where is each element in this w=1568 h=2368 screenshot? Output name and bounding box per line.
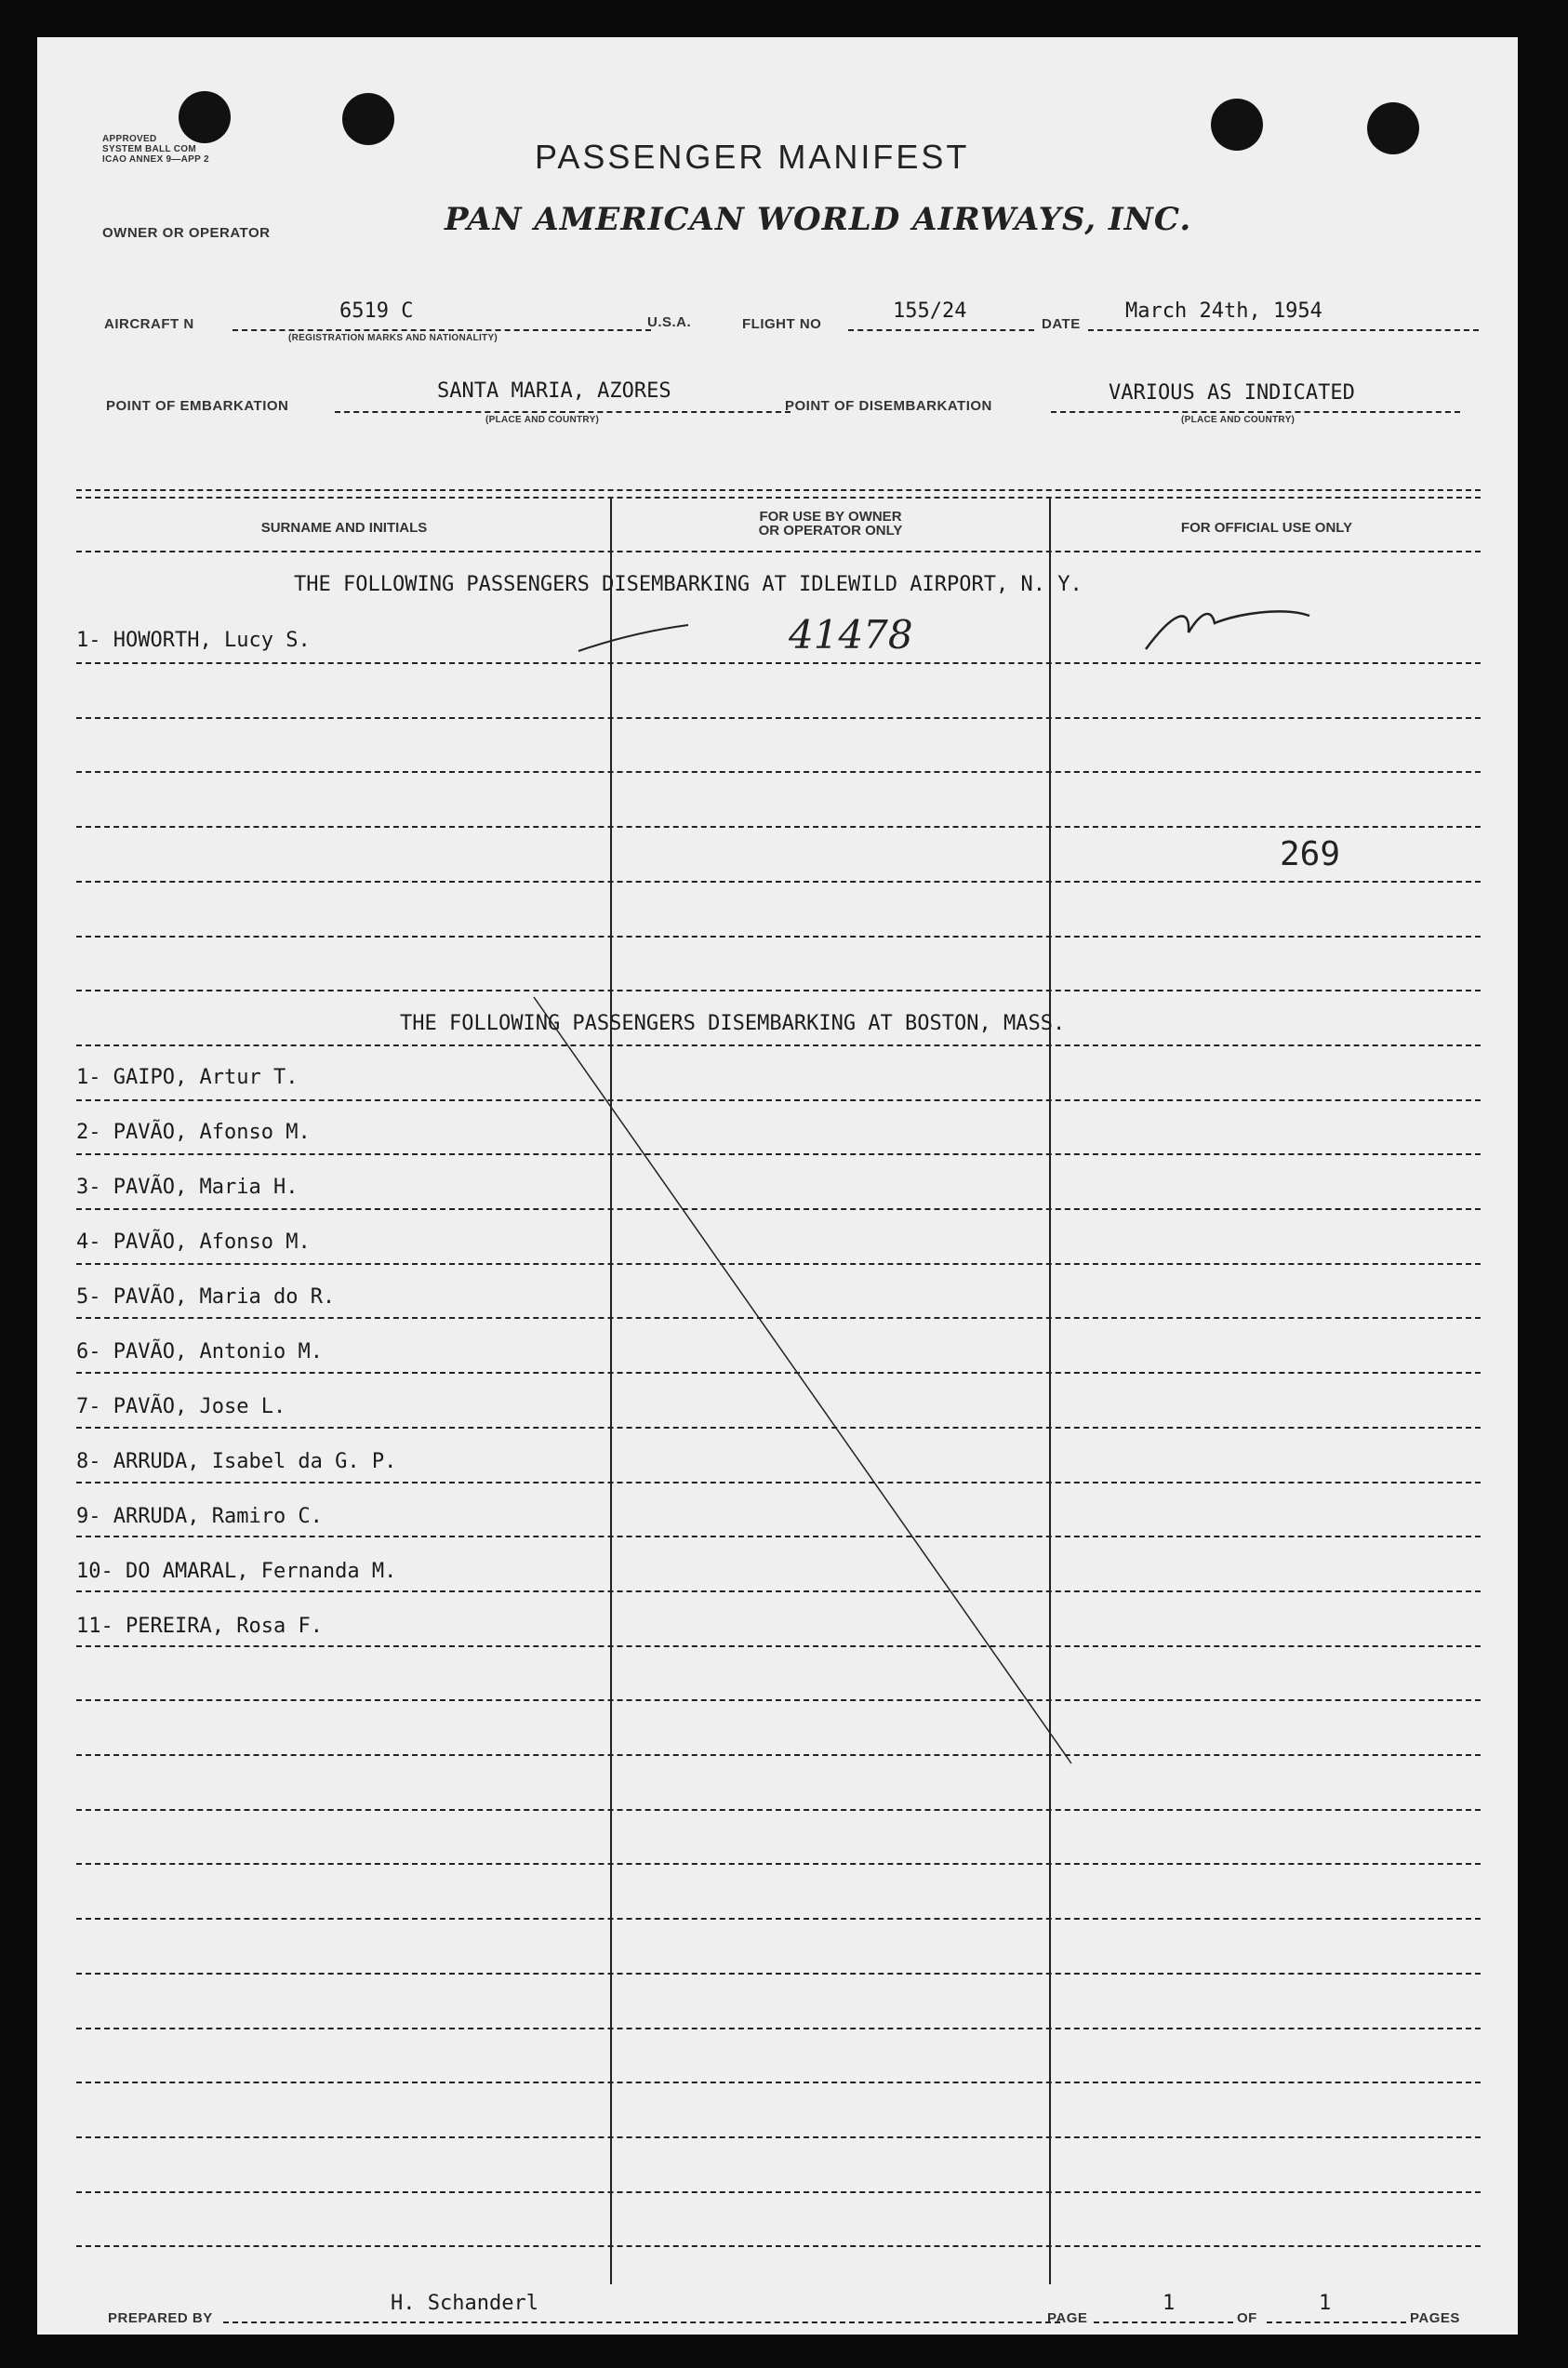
ruled-line [76,1427,1481,1429]
passenger-row [76,1340,323,1364]
ruled-line [76,1044,1481,1046]
of-line [1267,2321,1406,2323]
ruled-line [76,936,1481,938]
column-header-official: FOR OFFICIAL USE ONLY [1180,520,1353,536]
passenger-given: Jose L. [199,1395,286,1418]
page-label: PAGE [1047,2310,1088,2326]
approval-line: ICAO ANNEX 9—APP 2 [102,154,209,165]
ruled-line [76,826,1481,828]
passenger-given: Antonio M. [199,1340,323,1364]
ruled-line [76,1754,1481,1756]
passenger-number: 4- [76,1231,101,1254]
ruled-line [76,1699,1481,1701]
approval-line: APPROVED [102,134,157,144]
passenger-surname: PAVÃO, [113,1176,188,1199]
stamp-number: 269 [1280,835,1341,873]
passenger-given: Rosa F. [236,1615,323,1638]
manifest-page [37,37,1518,2335]
prepared-by-label: PREPARED BY [108,2310,213,2326]
ruled-line [76,1372,1481,1374]
passenger-number: 10- [76,1560,113,1583]
column-header-surname: SURNAME AND INITIALS [260,520,428,536]
passenger-row [76,1121,311,1144]
approval-line: SYSTEM BALL COM [102,144,196,154]
disembarkation-caption: (PLACE AND COUNTRY) [1181,415,1296,425]
aircraft-value: 6519 C [339,299,414,323]
ruled-line [76,771,1481,773]
passenger-number: 2- [76,1121,101,1144]
passenger-row [76,1560,396,1583]
section-heading-boston: THE FOLLOWING PASSENGERS DISEMBARKING AT BOSTON, MASS. [400,1012,1066,1035]
passenger-number: 1- [76,1066,101,1089]
ruled-line [76,717,1481,719]
ruled-line [76,1317,1481,1319]
date-label: DATE [1042,316,1081,332]
company-name: PAN AMERICAN WORLD AIRWAYS, INC. [445,201,1192,238]
passenger-surname: HOWORTH, [113,629,212,652]
passenger-surname: PEREIRA, [126,1615,224,1638]
passenger-number: 7- [76,1395,101,1418]
disembarkation-label: POINT OF DISEMBARKATION [785,398,992,414]
aircraft-caption: (REGISTRATION MARKS AND NATIONALITY) [288,333,498,343]
passenger-given: Lucy S. [223,629,311,652]
ruled-line [76,662,1481,664]
passenger-surname: ARRUDA, [113,1450,200,1473]
pages-label: PAGES [1410,2310,1460,2326]
passenger-number: 8- [76,1450,101,1473]
passenger-given: Artur T. [199,1066,299,1089]
passenger-surname: PAVÃO, [113,1121,188,1144]
passenger-row [76,1450,396,1473]
disembarkation-value: VARIOUS AS INDICATED [1109,381,1355,405]
ruled-line [76,2136,1481,2138]
ruled-line [76,1208,1481,1210]
prepared-by-value: H. Schanderl [391,2292,538,2315]
ruled-line [76,1863,1481,1865]
ruled-line [76,2028,1481,2029]
passenger-number: 1- [76,629,101,652]
passenger-number: 9- [76,1505,101,1528]
flight-label: FLIGHT NO [742,316,822,332]
passenger-row [76,1176,298,1199]
embarkation-label: POINT OF EMBARKATION [106,398,289,414]
ruled-line [76,1263,1481,1265]
page-line [1094,2321,1233,2323]
ruled-line [76,1645,1481,1647]
ruled-line [76,1809,1481,1811]
passenger-surname: PAVÃO, [113,1285,188,1309]
passenger-given: Afonso M. [199,1121,311,1144]
ruled-line [76,1482,1481,1483]
ruled-line [76,1918,1481,1920]
passenger-given: Afonso M. [199,1231,311,1254]
ruled-line [76,1153,1481,1155]
passenger-row [76,1231,311,1254]
embarkation-value: SANTA MARIA, AZORES [437,379,671,403]
passenger-given: Maria H. [199,1176,299,1199]
passenger-given: Isabel da G. P. [211,1450,397,1473]
ruled-line [76,2082,1481,2083]
aircraft-label: AIRCRAFT N [104,316,194,332]
page-title: PASSENGER MANIFEST [535,138,970,176]
of-label: OF [1237,2310,1257,2326]
ruled-line [76,1973,1481,1975]
passenger-given: Ramiro C. [211,1505,323,1528]
passenger-given: Fernanda M. [260,1560,397,1583]
flight-value: 155/24 [893,299,967,323]
ruled-line [76,2245,1481,2247]
ruled-line [76,881,1481,883]
passenger-number: 5- [76,1285,101,1309]
passenger-given: Maria do R. [199,1285,336,1309]
nationality-value: U.S.A. [647,314,692,330]
date-value: March 24th, 1954 [1125,299,1322,323]
passenger-number: 11- [76,1615,113,1638]
ruled-line [76,1099,1481,1101]
ruled-line [76,990,1481,991]
prepared-by-line [223,2321,1060,2323]
owner-mark-handwritten: 41478 [789,612,913,658]
of-value: 1 [1319,2292,1332,2315]
embarkation-caption: (PLACE AND COUNTRY) [485,415,600,425]
passenger-row [76,1285,335,1309]
passenger-surname: PAVÃO, [113,1231,188,1254]
passenger-surname: DO AMARAL, [126,1560,249,1583]
column-header-owner-line: OR OPERATOR ONLY [758,523,903,539]
ruled-line [76,2191,1481,2193]
section-heading-idlewild: THE FOLLOWING PASSENGERS DISEMBARKING AT IDLEWILD AIRPORT, N. Y. [294,573,1083,596]
passenger-number: 6- [76,1340,101,1364]
passenger-row [76,1395,286,1418]
passenger-row [76,1615,323,1638]
passenger-surname: PAVÃO, [113,1340,188,1364]
passenger-row [76,1505,323,1528]
page-value: 1 [1163,2292,1176,2315]
ruled-line [76,1536,1481,1537]
passenger-number: 3- [76,1176,101,1199]
ruled-line [76,1590,1481,1592]
column-header-owner-line: FOR USE BY OWNER [759,509,902,525]
passenger-surname: PAVÃO, [113,1395,188,1418]
passenger-surname: GAIPO, [113,1066,188,1089]
owner-label: OWNER OR OPERATOR [102,225,271,241]
passenger-surname: ARRUDA, [113,1505,200,1528]
passenger-row [76,1066,298,1089]
